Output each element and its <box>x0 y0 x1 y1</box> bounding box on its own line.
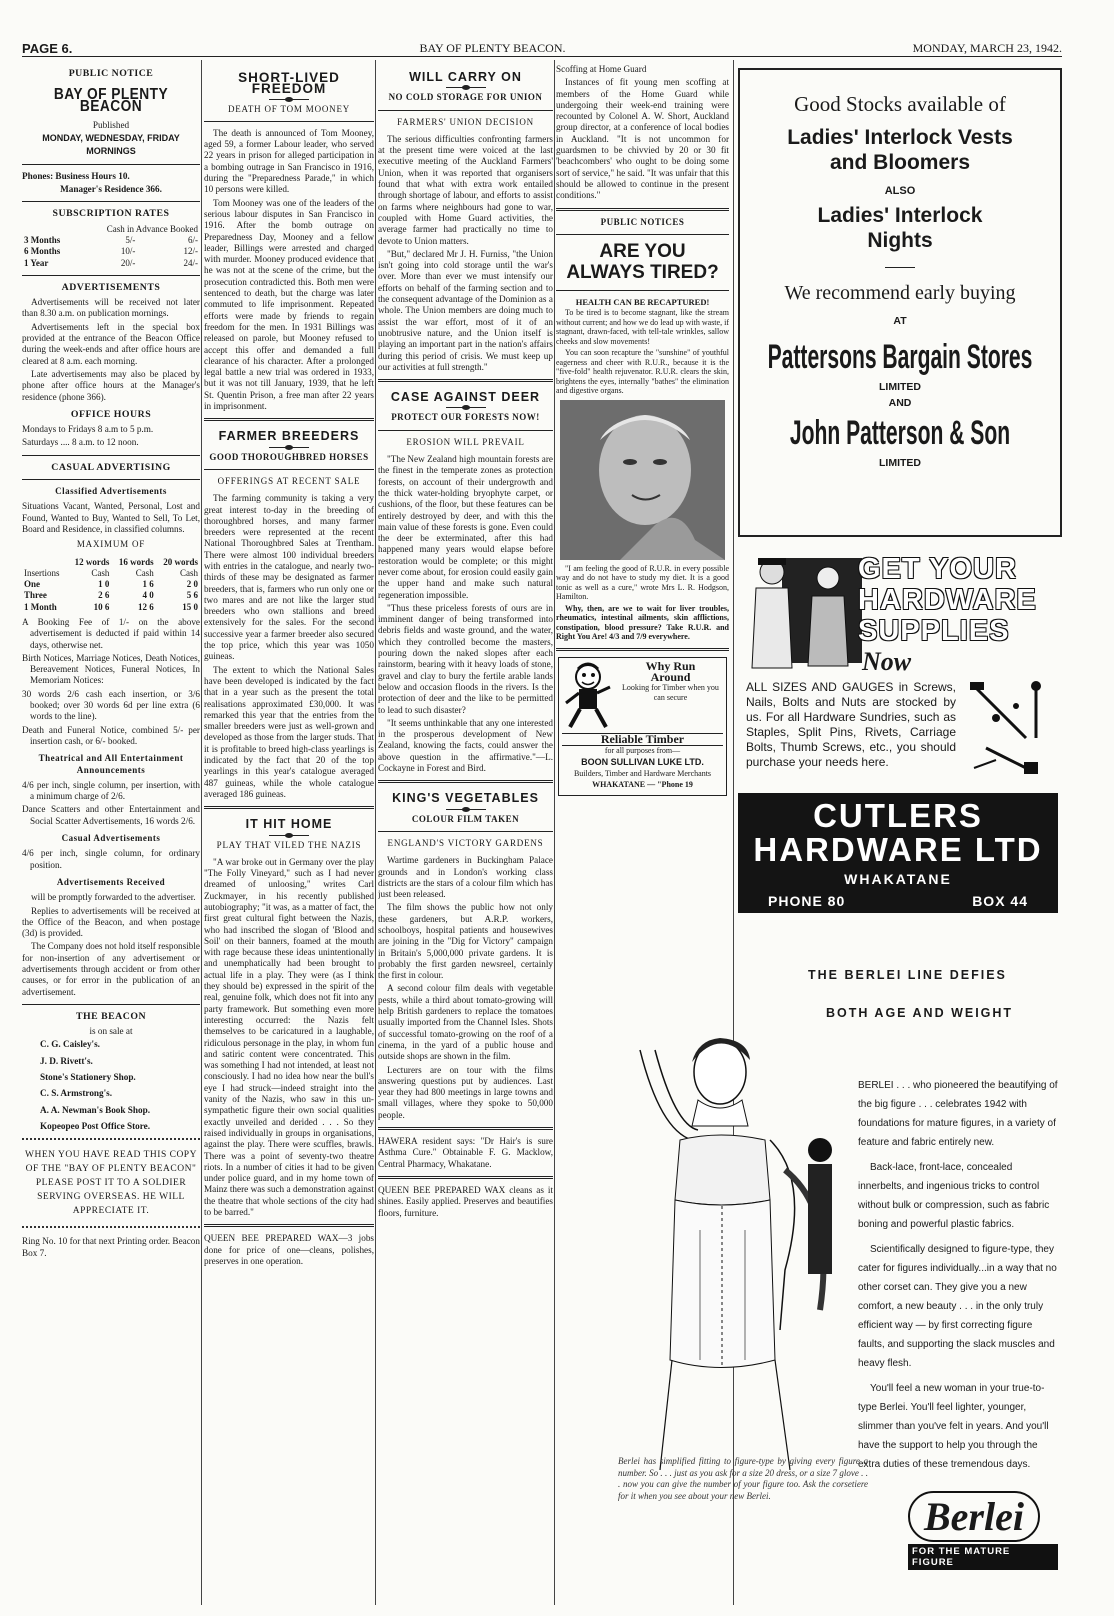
article-paragraph: A second colour film deals with vegetable pests, while a third about tomato-growing will help British gardeners to replace the tomatoes usually imported from the Channel Isles. Shots of successful tomato-growing on the roof of a cinema, in the yard of a public house and outside shops are shown in the film. <box>378 983 553 1062</box>
timber-location: WHAKATANE — "Phone 19 <box>592 780 693 790</box>
timber-headline-1: Why Run <box>645 658 696 673</box>
vendor-item: A. A. Newman's Book Shop. <box>40 1104 151 1115</box>
divider <box>22 201 200 202</box>
testimonial-portrait <box>560 400 725 560</box>
article-paragraph: "Thus these priceless forests of ours are in imminent danger of being transformed into debris fields and waste ground, and the water, which they controlled become the masters, pouring down the naked slopes after each rainstorm, bearing with it heavy loads of stone, gravel and clay to bury the fertile arable lands below and occasion floods in the rivers. Is the protection of deer and the like to be permitted to lead to such disaster? <box>378 602 553 715</box>
banner-now: Now <box>862 647 912 676</box>
queen-bee-notice: QUEEN BEE PREPARED WAX cleans as it shines. Easily applied. Preserves and beautifies floors, furniture. <box>378 1184 553 1218</box>
divider <box>22 1226 200 1228</box>
timber-text: Looking for Timber when you can secure <box>622 683 719 702</box>
hawera-notice: HAWERA resident says: "Dr Hair's is sure Asthma Cure." Obtainable F. G. Macklow, Central Pharmacy, Whakatane. <box>378 1136 553 1169</box>
vendor-item: J. D. Rivett's. <box>40 1055 93 1066</box>
published-label: Published <box>92 119 130 130</box>
divider <box>446 87 486 88</box>
timber-advertisement <box>558 657 727 796</box>
timber-merchants: Builders, Timber and Hardware Merchants <box>573 768 712 778</box>
cutlers-hardware-advertisement <box>738 548 1058 928</box>
article-paragraph: "The New Zealand high mountain forests are the finest in the temperate zones as protection forests, on account of their undergrowth and the thick water-holding bryophyte carpet, or cushions, of the floor, but these features can be entirely destroyed by deer, and with this the main value of these forests is gone. Even could the deer be exterminated, after this had happened many years would elapse before restoration would be complete; or this might never come about, for erosion could easily gain the upper hand and make such natural regeneration impossible. <box>378 454 553 600</box>
timber-company: BOON SULLIVAN LUKE LTD. <box>581 757 704 768</box>
divider <box>556 234 729 235</box>
headline-kings-vegetables: KING'S VEGETABLES <box>392 791 539 806</box>
divider <box>556 290 729 291</box>
headline-short-lived-freedom: SHORT-LIVED FREEDOM <box>238 70 340 97</box>
hardware-text: ALL SIZES AND GAUGES in Screws, Nails, Bolts and Nuts are stocked by us. For all Hardware Sundries, such as Staples, Split Pins, Rivets, Carriage Bolts, Thumb Screws, etc., you should purchase your needs here. <box>746 680 956 769</box>
divider <box>22 1004 200 1005</box>
divider <box>204 418 374 421</box>
table-row: Three 2 6 4 0 5 6 <box>24 590 198 601</box>
timber-headline-2: Around <box>650 669 691 684</box>
divider <box>22 1138 200 1140</box>
table-row: 1 Year 20/- 24/- <box>24 257 198 268</box>
advertisements-heading: ADVERTISEMENTS <box>61 281 161 293</box>
masthead <box>22 38 1062 57</box>
article-paragraph: Tom Mooney was one of the leaders of the serious labour disputes in San Francisco in 1916. After the bomb outrage on Preparedness Day, Mooney and a fellow leader, Billings were arrested and charged with murder. Mooney produced evidence that he was not at the scene of the crime, but the prosecution contradicted this. Both men were sentenced to death, but the charge was later commuted to life imprisonment. Repeated efforts were made by friends to regain freedom for the men. In 1931 Billings was released on parole, but Mooney refused to accept this offer and demanded a full clearance of his character. After a prolonged legal battle a new trial was ordered in 1933, but it was not till January, 1939, that he left St. Quentin Prison, a free man after 22 years in imprisonment. <box>204 197 374 412</box>
timber-purposes: for all purposes from— <box>604 745 681 755</box>
birth-notices: Birth Notices, Marriage Notices, Death Notices, Bereavement Notices, Funeral Notices, In Memoriam Notices: <box>22 652 200 686</box>
berlei-caption: Berlei has simplified fitting to figure-type by giving every figure a number. So . . . just as you ask for a size 20 dress, or a size 7 glove . . . now you can give the number of your figure too. Ask the corsetiere for it when you see about your new Berlei. <box>618 1456 868 1501</box>
cutlers-name-1: CUTLERS <box>813 797 983 834</box>
article-paragraph: The death is announced of Tom Mooney, aged 59, a former Labour leader, who served 22 years in prison for alleged participation in a bombing outrage in San Francisco in 1916, during the "Preparedness Parade," in which 10 persons were killed. <box>204 127 374 195</box>
vendor-item: Stone's Stationery Shop. <box>40 1072 136 1083</box>
subhead-nazis: PLAY THAT VILED THE NAZIS <box>216 839 362 850</box>
divider <box>269 835 309 836</box>
banner-line-1: GET YOUR <box>858 553 1017 585</box>
article-paragraph: "A war broke out in Germany over the play "The Folly Vineyard," such as I had never dreamed of unloosing," writes Carl Zuckmayer, in his recently published autobiography; "it was, as a matter of fact, the first great cultural fight between the Nazis, who had inscribed the slogan of 'Blood and Soil' on their banners, foamed at the mouth with rage because these ideas unintentionally and unemphatically had been brought to actual life in a play. They were (as I think they should be) expressed in the spirit of the real, genuine folk, which does not fit into any party framework. But something even more interesting occurred: the Nazis felt themselves to be caricatured in a laughable, ridiculous personage in the play, in whom fun and satiric content were concentrated. This was something I had not intended, at least not consciously. I had no idea how near the bull's eye I had struck—indeed straight into the vanity of the Nazis, who saw in this un-sympathetic figure their own social qualities exactly unveiled and derided . . . So they raised individually in groups in organisations, against the play. There were scuffles, brawls. There was a point of seventy-two theatre riots. In a number of cities it had to be given under police guard, and in my home town of Mainz there was such a demonstration against the theatre that whole sections of the city had to be barred." <box>204 856 374 1218</box>
maximum-heading: MAXIMUM OF <box>76 539 146 550</box>
article-paragraph: The film shows the public how not only these gardeners, but A.R.P. workers, schoolboys, hospital patients and housewives are joining in the "Dig for Victory" campaign in Britain's 5,000,000 private gardens. It is probably the first garden newsreel, certainly the first in colour. <box>378 902 553 981</box>
on-sale-label: is on sale at <box>89 1026 133 1037</box>
patterson-bloomers: and Bloomers <box>829 151 971 174</box>
column-rule <box>201 60 202 1605</box>
rur-subhead: HEALTH CAN BE RECAPTURED! <box>575 296 710 307</box>
banner-line-3: SUPPLIES <box>858 615 1010 647</box>
headline-will-carry-on: WILL CARRY ON <box>409 70 522 84</box>
rur-headline-2: ALWAYS TIRED? <box>566 261 719 283</box>
scoffing-heading: Scoffing at Home Guard <box>556 64 647 74</box>
beacon-heading: THE BEACON <box>75 1010 147 1022</box>
divider <box>269 99 309 100</box>
office-hours-saturday: Saturdays .... 8 a.m. to 12 noon. <box>22 437 139 448</box>
divider <box>204 1224 374 1227</box>
rur-paragraph: To be tired is to become stagnant, like the stream without current; and how we do lead up with waste, if stagnant, drawn-faced, with tell-tale wrinkles, sallow cheeks and slow movements! <box>556 308 729 346</box>
soldier-notice: WHEN YOU HAVE READ THIS COPY OF THE "BAY OF PLENTY BEACON" PLEASE POST IT TO A SOLDIER SERVING OVERSEAS. HE WILL APPRECIATE IT. <box>25 1150 197 1217</box>
divider <box>378 831 553 832</box>
table-row: 3 Months 5/- 6/- <box>24 234 198 245</box>
adv-paragraph: Advertisements left in the special box provided at the entrance of the Beacon Office during the week-ends and after office hours are cleared at 8 a.m. each morning. <box>22 321 200 366</box>
article-paragraph: The extent to which the National Sales have been developed is indicated by the fact that in a year such as the present the total realisations approximated £30,000. It was remarked this year that the entries from the smaller breeders were just as well-grown and developed as those from the larger studs. That it is profitable to breed high-class yearlings is indicated by the fact that 20 of the top yearlings in this year's catalogue averaged 487 guineas, while the whole catalogue averaged 186 guineas. <box>204 664 374 799</box>
vendor-item: C. G. Caisley's. <box>40 1039 100 1050</box>
article-paragraph: Wartime gardeners in Buckingham Palace grounds and in London's working class districts are the stars of a colour film which has just been released. <box>378 855 553 900</box>
divider <box>446 809 486 810</box>
vendor-item: C. S. Armstrong's. <box>40 1088 113 1099</box>
office-hours-weekday: Mondays to Fridays 8 a.m to 5 p.m. <box>22 424 154 435</box>
public-notices-label: PUBLIC NOTICES <box>600 216 685 227</box>
divider <box>22 164 200 165</box>
cutlers-town: WHAKATANE <box>844 871 952 887</box>
berlei-headline-2: BOTH AGE AND WEIGHT <box>826 1006 1014 1020</box>
divider <box>885 267 915 268</box>
casual-ads-rate: 4/6 per inch, single column, for ordinary position. <box>22 848 200 870</box>
subhead-protect-forests: PROTECT OUR FORESTS NOW! <box>391 412 540 423</box>
divider <box>378 430 553 431</box>
column-rule <box>375 60 376 1605</box>
patterson-limited-1: LIMITED <box>879 381 921 393</box>
casual-advertising-heading: CASUAL ADVERTISING <box>51 461 171 473</box>
divider <box>204 121 374 122</box>
word-rates: 30 words 2/6 cash each insertion, or 3/6 booked; over 30 words 6d per line extra (6 words to the line). <box>22 688 200 722</box>
company-disclaimer: The Company does not hold itself responsible for non-insertion of any advertisement or advertisements through accident or from other causes, or for error in the publication of an advertisement. <box>22 941 200 997</box>
divider <box>204 806 374 809</box>
subhead-erosion: EROSION WILL PREVAIL <box>406 436 525 447</box>
tools-icon <box>966 678 1056 783</box>
patterson-interlock: Ladies' Interlock <box>817 204 983 227</box>
received-text: will be promptly forwarded to the advertiser. <box>31 892 196 903</box>
subhead-victory-gardens: ENGLAND'S VICTORY GARDENS <box>387 837 544 848</box>
theatrical-rate: 4/6 per inch, single column, per insertion, with a minimum charge of 2/6. <box>22 779 200 802</box>
patterson-at: AT <box>893 315 907 327</box>
article-paragraph: "But," declared Mr J. H. Furniss, "the Union isn't going into cold storage until the war's over. More than ever we must intensify our efforts on behalf of the farming section and to the consequent advantage of the Dominion as a whole. The Union members are doing much to assist the war effort, most of it of an unobtrusive nature, and the Union itself is playing an important part in the nation's affairs during this period of crisis. We must keep up our activities at full strength." <box>378 248 553 372</box>
public-notice-label: PUBLIC NOTICE <box>68 68 154 79</box>
divider <box>22 455 200 456</box>
patterson-also: ALSO <box>884 185 916 197</box>
patterson-store-1: Pattersons Bargain Stores <box>767 338 1033 376</box>
death-notice: Death and Funeral Notice, combined 5/- per insertion cash, or 6/- booked. <box>22 724 200 746</box>
issue-date: MONDAY, MARCH 23, 1942. <box>912 41 1062 55</box>
publishing-mornings: MORNINGS <box>86 146 136 157</box>
vendor-item: Kopeopeo Post Office Store. <box>40 1120 151 1131</box>
received-heading: Advertisements Received <box>56 876 166 887</box>
subhead-thoroughbred: GOOD THOROUGHBRED HORSES <box>209 451 369 462</box>
divider <box>446 407 486 408</box>
patterson-and: AND <box>888 397 912 409</box>
berlei-paragraph: Back-lace, front-lace, concealed innerbelts, and ingenious tricks to control without bulk or compression, such as fabric boning and powerful plastic fabrics. <box>858 1162 1050 1230</box>
adv-paragraph: Late advertisements may also be placed by phone after office hours at the Manager's residence (phone 366). <box>22 368 200 402</box>
printing-notice: Ring No. 10 for that next Printing order. Beacon Box 7. <box>22 1236 200 1258</box>
berlei-paragraph: You'll feel a new woman in your true-to-type Berlei. You'll feel lighter, younger, slimmer than you've felt in years. And you'll have the support to help you through the extra duties of these tremendous days. <box>858 1383 1049 1470</box>
column-rule <box>554 60 555 1605</box>
divider <box>378 1127 553 1130</box>
rur-paragraph: Why, then, are we to wait for liver troubles, rheumatics, intestinal ailments, skin afflictions, constipation, blood pressure? Take R.U.R. and Right You Are! 4/3 and 7/9 everywhere. <box>556 603 729 642</box>
phones-business: Phones: Business Hours 10. <box>22 170 130 181</box>
berlei-headline-1: THE BERLEI LINE DEFIES <box>808 968 1007 982</box>
divider <box>378 379 553 382</box>
column-3-news <box>378 62 553 1612</box>
classified-heading: Classified Advertisements <box>55 486 167 497</box>
paper-name: BAY OF PLENTY BEACON. <box>419 41 566 55</box>
patterson-limited-2: LIMITED <box>879 457 921 469</box>
booking-fee: A Booking Fee of 1/- on the above advertisement is deducted if paid within 14 days, otherwise net. <box>22 616 200 650</box>
patterson-intro: Good Stocks available of <box>794 92 1006 116</box>
article-paragraph: Lecturers are on tour with the films answering questions put by audiences. Last year they had 800 meetings in large towns and small villages, where they spoke to 50,000 people. <box>378 1064 553 1120</box>
subscription-table <box>22 224 200 269</box>
patterson-vests: Ladies' Interlock Vests <box>787 126 1013 149</box>
sub-col-booked: Booked <box>170 223 198 234</box>
subhead-cold-storage: NO COLD STORAGE FOR UNION <box>388 92 543 103</box>
article-paragraph: The farming community is taking a very great interest to-day in the breeding of thoroughbred horses, and many farmer breeders were represented at the recent National Thoroughbred Sales at Trentham. There were almost 100 individual breeders with entries in the catalogue, and nearly two-thirds of these may be designated as farmer breeders, that is, farmers who run only one or two mares and are not like the larger stud breeders who own stallions and breed extensively for the sales. For the second successive year a farmer breeder also secured the top price, which this year was 1050 guineas. <box>204 493 374 662</box>
subhead-union-decision: FARMERS' UNION DECISION <box>397 116 534 127</box>
article-paragraph: The serious difficulties confronting farmers at the present time were voiced at the last executive meeting of the Auckland Farmers' Union, when it was reported that organisers found that what with extra work entailed through shortage of labour, and efforts to assist on farms where neighbours had gone to war, coupled with Home Guard activities, the average farmer had practically no time to devote to Union matters. <box>378 133 553 246</box>
queen-bee-notice: QUEEN BEE PREPARED WAX—3 jobs done for price of one—cleans, polishes, preserves in one operation. <box>204 1233 374 1266</box>
headline-it-hit-home: IT HIT HOME <box>245 817 333 832</box>
table-row: 1 Month 10 6 12 6 15 0 <box>24 601 198 612</box>
running-boy-icon <box>562 661 614 733</box>
divider <box>22 275 200 276</box>
patterson-nights: Nights <box>867 229 933 252</box>
berlei-copy <box>858 1076 1058 1480</box>
berlei-logo-word: Berlei <box>924 1494 1024 1539</box>
patterson-store-2: John Patterson & Son <box>789 414 1011 452</box>
scoffing-paragraph: Instances of fit young men scoffing at members of the Home Guard while undergoing their week-end training were recounted by Colonel A. W. Short, Auckland group director, at a conference of local bodies in Auckland. "It is not uncommon for guardsmen to be chivvied by 20 or 30 fit 'beachcombers' who ought to be doing some sort of service," he said. "It was unfair that this should be allowed to continue in the present conditions." <box>556 77 729 201</box>
corset-illustration <box>580 1030 850 1470</box>
theatrical-heading: Theatrical and All Entertainment Announcements <box>38 753 184 775</box>
office-hours-heading: OFFICE HOURS <box>70 408 152 420</box>
replies-text: Replies to advertisements will be received at the Office of the Beacon, and when postage (3d) is provided. <box>22 905 200 939</box>
divider <box>269 447 309 448</box>
rur-testimonial: "I am feeling the good of R.U.R. in every possible way and do not have to study my diet. It is a good tonic as well as a cure," wrote Mrs L. R. Hodgson, Hamilton. <box>556 563 729 602</box>
divider <box>378 780 553 783</box>
rates-table: 12 words 16 words 20 words Insertions Cash Cash Cash One 1 0 1 6 2 0 Three 2 6 4 0 5 6 1 Month 10 6 12 6 15 0 <box>24 556 198 612</box>
divider <box>22 479 200 480</box>
cutlers-phone: PHONE 80 <box>768 893 846 909</box>
cutlers-box: BOX 44 <box>972 893 1028 909</box>
rur-paragraph: You can soon recapture the "sunshine" of youthful eagerness and cheer with R.U.R., because it is the "five-fold" health rejuvenator. R.U.R. clears the skin, brightens the eyes, internally "bathes" the elimination and digestive organs. <box>556 348 729 396</box>
divider <box>556 208 729 211</box>
divider <box>378 1176 553 1179</box>
cutlers-block <box>738 793 1058 913</box>
berlei-tagline: FOR THE MATURE FIGURE <box>908 1544 1058 1570</box>
page-number: PAGE 6. <box>22 41 73 56</box>
cutlers-name-2: HARDWARE LTD <box>753 831 1043 868</box>
berlei-paragraph: Scientifically designed to figure-type, they cater for figures individually...in a way that no other corset can. They give you a new comfort, a new beauty . . . in the only truly efficient way — by first correcting figure faults, and supporting the slack muscles and heavy flesh. <box>858 1244 1057 1369</box>
table-row: 6 Months 10/- 12/- <box>24 246 198 257</box>
headline-farmer-breeders: FARMER BREEDERS <box>218 429 360 444</box>
phones-residence: Manager's Residence 366. <box>60 184 162 195</box>
casual-ads-heading: Casual Advertisements <box>61 833 161 844</box>
column-1-notices <box>22 62 200 1612</box>
column-2-news <box>204 62 374 1612</box>
table-row: One 1 0 1 6 2 0 <box>24 579 198 590</box>
sub-col-cash: Cash in Advance <box>106 223 168 234</box>
divider <box>556 648 729 651</box>
publishing-days: MONDAY, WEDNESDAY, FRIDAY <box>42 133 180 144</box>
subhead-offerings: OFFERINGS AT RECENT SALE <box>217 475 361 486</box>
dance-rate: Dance Scatters and other Entertainment and Social Scatter Advertisements, 16 words 2/6. <box>22 804 200 826</box>
classified-text: Situations Vacant, Wanted, Personal, Lost and Found, Wanted to Buy, Wanted to Sell, To Let, Board and Residence, in classified columns. <box>22 501 200 534</box>
divider <box>378 110 553 111</box>
adv-paragraph: Advertisements will be received not later than 8.30 a.m. on publication mornings. <box>22 297 200 319</box>
banner-line-2: HARDWARE <box>858 584 1037 616</box>
timber-reliable: Reliable Timber <box>562 733 723 746</box>
rur-advertisement <box>556 241 729 642</box>
berlei-paragraph: BERLEI . . . who pioneered the beautifying of the big figure . . . celebrates 1942 with foundations for mature figures, in a variety of feature and fabric entirely new. <box>858 1080 1058 1148</box>
headline-case-against-deer: CASE AGAINST DEER <box>390 390 541 405</box>
beacon-title: BAY OF PLENTY BEACON <box>53 86 169 115</box>
hardware-banner <box>858 554 1056 677</box>
article-paragraph: "It seems unthinkable that any one interested in the prosperous development of New Zealand, knowing the facts, could answer the above question in the affirmative."—L. Cockayne in Forest and Bird. <box>378 717 553 774</box>
subhead-colour-film: COLOUR FILM TAKEN <box>411 813 520 824</box>
subhead-tom-mooney: DEATH OF TOM MOONEY <box>227 103 351 114</box>
berlei-logo <box>908 1491 1058 1571</box>
pattersons-advertisement <box>738 68 1062 537</box>
subscription-heading: SUBSCRIPTION RATES <box>52 208 170 220</box>
men-illustration <box>742 548 862 678</box>
divider <box>204 469 374 470</box>
rur-headline-1: ARE YOU <box>599 240 686 262</box>
patterson-recommend: We recommend early buying <box>784 282 1016 304</box>
